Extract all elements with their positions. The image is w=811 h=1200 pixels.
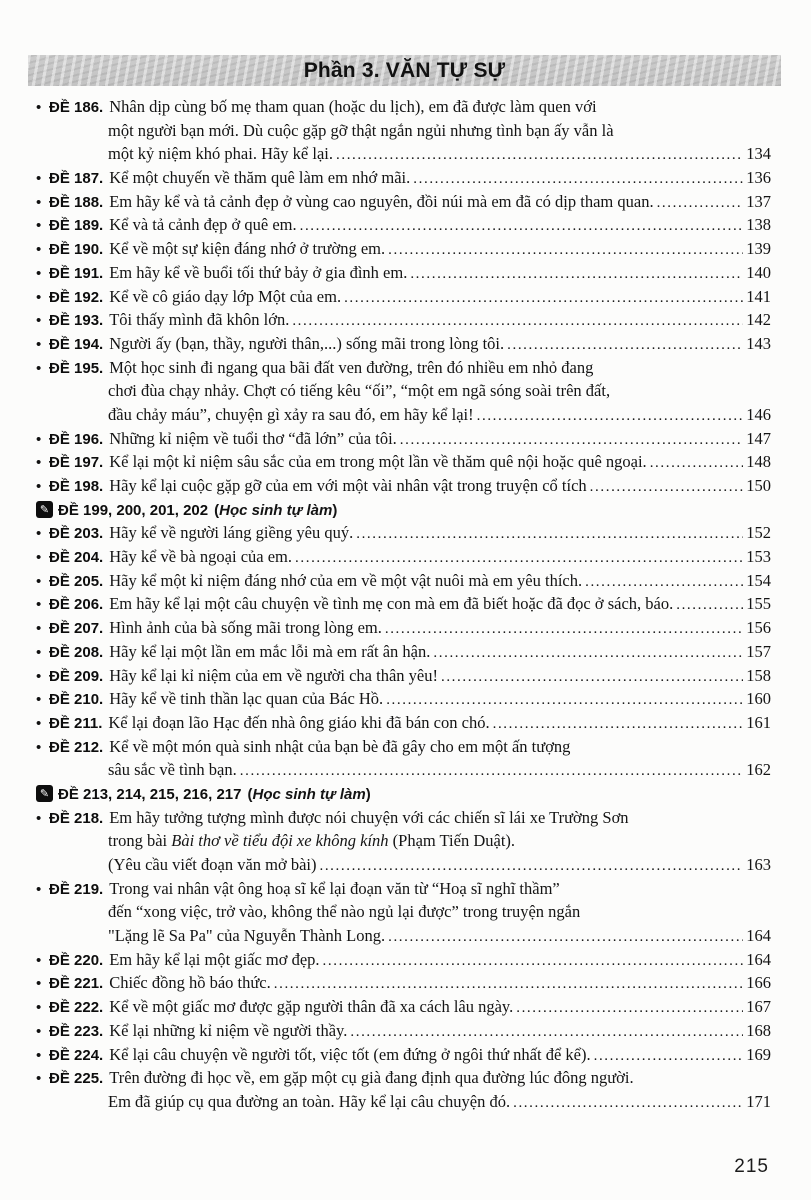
entry-page-number: 150 (746, 476, 771, 495)
bullet-icon: • (36, 335, 42, 353)
bullet-icon: • (36, 549, 42, 567)
entry-text: đến “xong việc, trở vào, không thể nào ngủ lại được” trong truyện ngắn (108, 902, 581, 922)
entry-page-number: 147 (746, 428, 771, 448)
toc-line (36, 521, 771, 545)
entry-label: ĐỀ 225. (49, 1070, 104, 1088)
dot-leader (300, 215, 744, 237)
bullet-icon: • (36, 1046, 42, 1064)
entry-text: Kể lại những kỉ niệm về người thầy. (109, 1020, 348, 1040)
entry-text: chơi đùa chạy nhảy. Chợt có tiếng kêu “ối”, “một em ngã sóng soài trên đất, (108, 381, 611, 401)
toc-line (36, 166, 771, 190)
toc-entry (36, 308, 771, 332)
entry-label: ĐỀ 187. (49, 170, 104, 188)
entry-page-number: 148 (746, 452, 771, 472)
dot-leader (507, 334, 743, 356)
toc-line (36, 119, 771, 143)
entry-label: ĐỀ 191. (49, 264, 104, 282)
entry-text: Kể về một giấc mơ được gặp người thân đã xa cách lâu ngày. (109, 997, 514, 1017)
toc-line (36, 948, 771, 972)
entry-label: ĐỀ 205. (49, 572, 104, 590)
entry-page-number: 168 (746, 1020, 771, 1040)
toc-entry (36, 877, 771, 948)
dot-leader (477, 405, 744, 427)
toc-entry (36, 971, 771, 995)
toc-line (36, 1090, 771, 1114)
bullet-icon: • (36, 809, 42, 827)
entry-text: Tôi thấy mình đã khôn lớn. (109, 310, 290, 330)
bullet-icon: • (36, 478, 42, 495)
entry-label: ĐỀ 212. (49, 738, 104, 756)
entry-label: ĐỀ 209. (49, 667, 104, 685)
toc-line (36, 332, 771, 356)
dot-leader (292, 310, 743, 332)
bullet-icon: • (36, 596, 42, 614)
toc-entry (36, 735, 771, 782)
dot-leader (295, 547, 743, 569)
entry-label: ĐỀ 194. (49, 335, 104, 353)
toc-line (36, 758, 771, 782)
entry-page-number: 137 (746, 191, 771, 211)
toc-entry (36, 1019, 771, 1043)
entry-page-number: 152 (746, 523, 771, 543)
entry-text: Em hãy kể về buổi tối thứ bảy ở gia đình em. (109, 262, 408, 282)
entry-page-number: 155 (746, 594, 771, 614)
entry-label: ĐỀ 189. (49, 217, 104, 235)
entry-page-number: 160 (746, 689, 771, 709)
entry-text: Hãy kể lại kỉ niệm của em về người cha thân yêu! (109, 665, 438, 685)
dot-leader (410, 263, 743, 285)
dot-leader (388, 926, 743, 948)
entry-label: ĐỀ 222. (49, 999, 104, 1017)
entry-label: ĐỀ 208. (49, 643, 104, 661)
entry-text: Những kỉ niệm về tuổi thơ “đã lớn” của tôi. (109, 428, 397, 448)
bullet-icon: • (36, 312, 42, 330)
toc-line (36, 237, 771, 261)
entry-page-number: 138 (746, 215, 771, 235)
toc-entry (36, 427, 771, 451)
dot-leader (350, 1021, 743, 1043)
entry-page-number: 140 (746, 262, 771, 282)
entry-label: ĐỀ 199, 200, 201, 202 (58, 501, 209, 519)
entry-text: Trong vai nhân vật ông hoạ sĩ kể lại đoạn văn từ “Hoạ sĩ nghĩ thầm” (109, 878, 560, 898)
entry-text: Hãy kể về người láng giềng yêu quý. (109, 523, 354, 543)
entry-page-number: 166 (746, 973, 771, 993)
bullet-icon: • (36, 99, 42, 116)
entry-page-number: 167 (746, 997, 771, 1017)
toc-entry (36, 711, 771, 735)
toc-entry (36, 664, 771, 688)
entry-label: ĐỀ 220. (49, 951, 104, 969)
dot-leader (590, 476, 744, 498)
entry-page-number: 169 (746, 1044, 771, 1064)
toc-line (36, 853, 771, 877)
dot-leader (386, 689, 743, 711)
bullet-icon: • (36, 525, 42, 543)
entry-label: ĐỀ 221. (49, 975, 104, 993)
bullet-icon: • (36, 1070, 42, 1088)
entry-text: Một học sinh đi ngang qua bãi đất ven đường, trên đó nhiều em nhỏ đang (109, 357, 594, 377)
toc-entry (36, 1066, 771, 1113)
bullet-icon: • (36, 999, 42, 1017)
dot-leader (433, 642, 743, 664)
entry-text: Kể lại câu chuyện về người tốt, việc tốt (em đứng ở ngôi thứ nhất để kể). (109, 1044, 591, 1064)
dot-leader (413, 168, 743, 190)
toc-line (36, 403, 771, 427)
toc-line (36, 142, 771, 166)
entry-text: Kể lại đoạn lão Hạc đến nhà ông giáo khi đã bán con chó. (108, 712, 490, 732)
entry-page-number: 153 (746, 547, 771, 567)
toc-line (36, 379, 771, 403)
entry-label: ĐỀ 210. (49, 691, 104, 709)
section-title: Phần 3. VĂN TỰ SỰ (303, 58, 506, 82)
entry-text: một kỷ niệm khó phai. Hãy kể lại. (108, 144, 333, 164)
toc-line (36, 1043, 771, 1067)
toc-line (36, 213, 771, 237)
entry-label: ĐỀ 213, 214, 215, 216, 217 (58, 785, 242, 803)
entry-label: ĐỀ 192. (49, 288, 104, 306)
entry-text: Nhân dịp cùng bố mẹ tham quan (hoặc du lịch), em đã được làm quen với (109, 97, 597, 116)
entry-text: Người ấy (bạn, thầy, người thân,...) sống mãi trong lòng tôi. (109, 333, 505, 353)
toc-line (36, 308, 771, 332)
toc-line (36, 569, 771, 593)
toc-line (36, 924, 771, 948)
bullet-icon: • (36, 572, 42, 590)
toc-entry (36, 948, 771, 972)
toc-line (36, 711, 771, 735)
toc-line (36, 190, 771, 214)
entry-text: Em hãy tưởng tượng mình được nói chuyện với các chiến sĩ lái xe Trường Sơn (109, 807, 629, 827)
bullet-icon: • (36, 217, 42, 235)
bullet-icon: • (36, 880, 42, 898)
entry-text: Trên đường đi học về, em gặp một cụ già đang định qua đường lúc đông người. (109, 1068, 634, 1088)
entry-label: ĐỀ 204. (49, 549, 104, 567)
bullet-icon: • (36, 288, 42, 306)
dot-leader (657, 192, 744, 214)
entry-text: Hãy kể về bà ngoại của em. (109, 547, 293, 567)
entry-page-number: 146 (746, 404, 771, 424)
entry-text: Hãy kể lại một lần em mắc lỗi mà em rất ân hận. (109, 641, 431, 661)
entry-label: ĐỀ 188. (49, 193, 104, 211)
dot-leader (356, 523, 743, 545)
dot-leader (676, 594, 743, 616)
toc-line (36, 1066, 771, 1090)
bullet-icon: • (36, 359, 42, 377)
entry-text: Em hãy kể và tả cảnh đẹp ở vùng cao nguyên, đồi núi mà em đã có dịp tham quan. (109, 191, 654, 211)
dot-leader (240, 760, 743, 782)
toc-entry (36, 782, 771, 806)
entry-page-number: 161 (746, 712, 771, 732)
bullet-icon: • (36, 430, 42, 448)
toc-entry (36, 237, 771, 261)
toc-entry (36, 545, 771, 569)
entry-label: ĐỀ 207. (49, 620, 104, 638)
dot-leader (319, 855, 743, 877)
toc-line (36, 285, 771, 309)
dot-leader (385, 618, 743, 640)
toc-entry (36, 190, 771, 214)
section-header-band (28, 55, 781, 86)
entry-label: ĐỀ 186. (49, 99, 104, 116)
page-number: 215 (734, 1156, 769, 1177)
entry-label: ĐỀ 193. (49, 312, 104, 330)
entry-text: Kể về một món quà sinh nhật của bạn bè đã gây cho em một ấn tượng (109, 736, 571, 756)
entry-page-number: 171 (746, 1091, 771, 1111)
toc-entry (36, 569, 771, 593)
entry-text: (Yêu cầu viết đoạn văn mở bài) (108, 855, 317, 874)
dot-leader (594, 1045, 744, 1067)
entry-text: "Lặng lẽ Sa Pa" của Nguyễn Thành Long. (108, 926, 386, 946)
bullet-icon: • (36, 454, 42, 472)
dot-leader (274, 973, 744, 995)
toc-entry (36, 1043, 771, 1067)
toc-line (36, 545, 771, 569)
dot-leader (388, 239, 743, 261)
entry-text: Em hãy kể lại một giấc mơ đẹp. (109, 949, 320, 969)
entry-label: ĐỀ 224. (49, 1046, 104, 1064)
toc-line (36, 474, 771, 498)
entry-label: ĐỀ 197. (49, 454, 104, 472)
entry-label: ĐỀ 195. (49, 359, 104, 377)
dot-leader (493, 713, 744, 735)
toc-entry (36, 687, 771, 711)
toc-line (36, 498, 771, 522)
toc-line (36, 427, 771, 451)
bullet-icon: • (36, 170, 42, 188)
entry-text: Hãy kể lại cuộc gặp gỡ của em với một vài nhân vật trong truyện cổ tích (109, 476, 587, 495)
entry-page-number: 134 (746, 144, 771, 164)
entry-page-number: 143 (746, 333, 771, 353)
entry-text: Hãy kể một kỉ niệm đáng nhớ của em về một vật nuôi mà em yêu thích. (109, 570, 583, 590)
entry-text: Chiếc đồng hồ báo thức. (109, 973, 271, 993)
toc-line (36, 640, 771, 664)
bullet-icon: • (36, 951, 42, 969)
pencil-icon: ✎ (36, 785, 53, 802)
entry-text: Em đã giúp cụ qua đường an toàn. Hãy kể lại câu chuyện đó. (108, 1091, 511, 1111)
toc-entry (36, 166, 771, 190)
entry-label: ĐỀ 203. (49, 525, 104, 543)
entry-text: Em hãy kể lại một câu chuyện về tình mẹ con mà em đã biết hoặc đã đọc ở sách, báo. (109, 594, 674, 614)
dot-leader (400, 429, 743, 451)
toc-entry (36, 995, 771, 1019)
toc-line (36, 900, 771, 924)
entry-text: Kể về cô giáo dạy lớp Một của em. (109, 286, 342, 306)
entry-label: ĐỀ 206. (49, 596, 104, 614)
toc-entry (36, 521, 771, 545)
entry-page-number: 164 (746, 949, 771, 969)
toc-line (36, 687, 771, 711)
entry-label: ĐỀ 211. (49, 714, 103, 732)
entry-label: ĐỀ 218. (49, 809, 104, 827)
entry-page-number: 136 (746, 168, 771, 188)
entry-text: trong bài Bài thơ về tiểu đội xe không kính (Phạm Tiến Duật). (108, 831, 516, 851)
toc-line (36, 995, 771, 1019)
toc-line (36, 356, 771, 380)
dot-leader (516, 997, 743, 1019)
entry-label: ĐỀ 223. (49, 1022, 104, 1040)
entry-page-number: 164 (746, 926, 771, 946)
entry-page-number: 154 (746, 570, 771, 590)
toc-line (36, 877, 771, 901)
toc-line (36, 782, 771, 806)
pencil-icon: ✎ (36, 501, 53, 518)
toc-entry (36, 806, 771, 877)
entry-text: Hãy kể về tinh thần lạc quan của Bác Hồ. (109, 689, 384, 709)
toc-entry (36, 616, 771, 640)
bullet-icon: • (36, 620, 42, 638)
toc-entry (36, 592, 771, 616)
toc-entry (36, 640, 771, 664)
bullet-icon: • (36, 643, 42, 661)
dot-leader (441, 666, 743, 688)
toc-line (36, 971, 771, 995)
toc-entry (36, 213, 771, 237)
entry-label: ĐỀ 219. (49, 880, 104, 898)
entry-label: ĐỀ 190. (49, 241, 104, 259)
toc-line (36, 1019, 771, 1043)
bullet-icon: • (36, 241, 42, 259)
toc-line (36, 450, 771, 474)
bullet-icon: • (36, 975, 42, 993)
toc-line (36, 95, 771, 119)
toc-entry (36, 261, 771, 285)
entry-text: (Học sinh tự làm) (214, 501, 338, 519)
toc-list (36, 95, 771, 1114)
toc-entry (36, 95, 771, 166)
bullet-icon: • (36, 193, 42, 211)
toc-entry (36, 356, 771, 427)
toc-entry (36, 332, 771, 356)
bullet-icon: • (36, 738, 42, 756)
toc-line (36, 592, 771, 616)
entry-page-number: 163 (746, 855, 771, 874)
entry-text: sâu sắc về tình bạn. (108, 760, 237, 780)
entry-text: đầu chảy máu”, chuyện gì xảy ra sau đó, em hãy kể lại! (108, 404, 474, 424)
toc-line (36, 829, 771, 853)
entry-page-number: 142 (746, 310, 771, 330)
entry-text: Kể và tả cảnh đẹp ở quê em. (109, 215, 297, 235)
toc-entry (36, 498, 771, 522)
bullet-icon: • (36, 1022, 42, 1040)
dot-leader (650, 452, 744, 474)
bullet-icon: • (36, 264, 42, 282)
entry-page-number: 158 (746, 665, 771, 685)
toc-line (36, 664, 771, 688)
entry-text: (Học sinh tự làm) (247, 785, 371, 803)
dot-leader (585, 571, 743, 593)
entry-label: ĐỀ 198. (49, 478, 104, 495)
dot-leader (323, 950, 744, 972)
entry-page-number: 162 (746, 760, 771, 780)
toc-entry (36, 474, 771, 498)
toc-entry (36, 450, 771, 474)
entry-page-number: 157 (746, 641, 771, 661)
toc-line (36, 616, 771, 640)
toc-line (36, 806, 771, 830)
entry-text: Kể một chuyến về thăm quê làm em nhớ mãi. (109, 168, 411, 188)
entry-page-number: 156 (746, 618, 771, 638)
entry-text: Kể lại một kỉ niệm sâu sắc của em trong một lần về thăm quê nội hoặc quê ngoại. (109, 452, 647, 472)
bullet-icon: • (36, 667, 42, 685)
toc-entry (36, 285, 771, 309)
entry-text: Hình ảnh của bà sống mãi trong lòng em. (109, 618, 382, 638)
dot-leader (344, 287, 743, 309)
entry-page-number: 139 (746, 239, 771, 259)
toc-line (36, 735, 771, 759)
dot-leader (336, 144, 743, 166)
toc-line (36, 261, 771, 285)
bullet-icon: • (36, 714, 42, 732)
entry-label: ĐỀ 196. (49, 430, 104, 448)
dot-leader (513, 1092, 743, 1114)
bullet-icon: • (36, 691, 42, 709)
entry-text: một người bạn mới. Dù cuộc gặp gỡ thật ngắn ngủi nhưng tình bạn ấy vẫn là (108, 120, 614, 140)
entry-page-number: 141 (746, 286, 771, 306)
entry-text: Kể về một sự kiện đáng nhớ ở trường em. (109, 239, 386, 259)
